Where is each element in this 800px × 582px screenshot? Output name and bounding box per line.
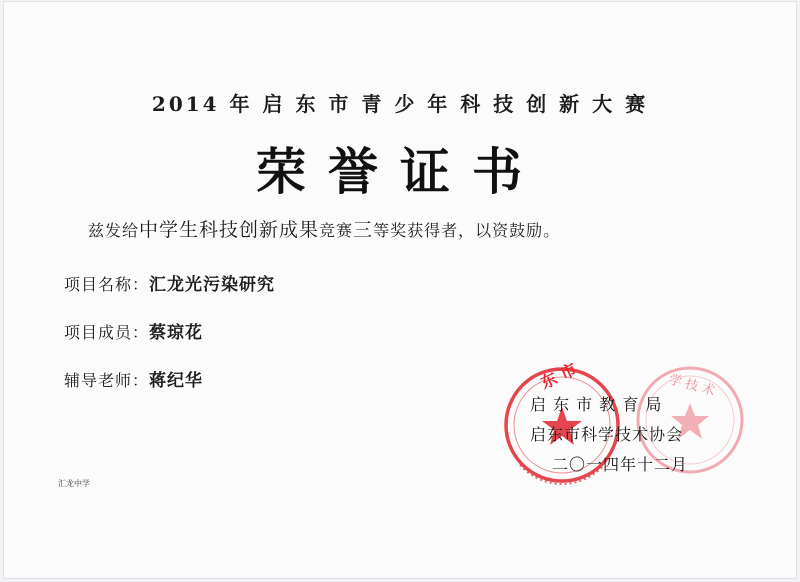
project-member-row <box>64 318 203 343</box>
award-level: 三 <box>353 219 374 241</box>
award-prefix: 兹发给 <box>88 221 140 240</box>
seal-left-text: 东 市 <box>537 359 580 393</box>
issue-date: 二〇一四年十二月 <box>552 455 689 474</box>
contest-title: 2014 年 启 东 市 青 少 年 科 技 创 新 大 赛 <box>151 92 649 116</box>
teacher-value: 蒋纪华 <box>149 371 204 391</box>
project-member-label: 项目成员： <box>64 323 150 342</box>
award-suffix: 等奖获得者，以资鼓励。 <box>373 221 561 240</box>
certificate-title: 荣誉证书 <box>256 142 544 201</box>
project-name-label: 项目名称： <box>64 275 150 294</box>
project-member-value: 蔡琼花 <box>149 323 204 343</box>
project-name-row <box>64 270 275 295</box>
award-statement <box>88 215 778 242</box>
project-name-value: 汇龙光污染研究 <box>149 275 276 295</box>
award-mid: 竞赛 <box>319 221 354 240</box>
issuer-science-association: 启东市科学技术协会 <box>530 425 684 444</box>
teacher-row <box>64 366 203 391</box>
teacher-label: 辅导老师： <box>64 371 150 390</box>
seal-right-text: 学 技 术 <box>666 372 717 400</box>
issuer-education-bureau: 启 东 市 教 育 局 <box>530 395 663 414</box>
school-name: 汇龙中学 <box>58 479 90 488</box>
award-category: 中学生科技创新成果 <box>139 219 320 241</box>
